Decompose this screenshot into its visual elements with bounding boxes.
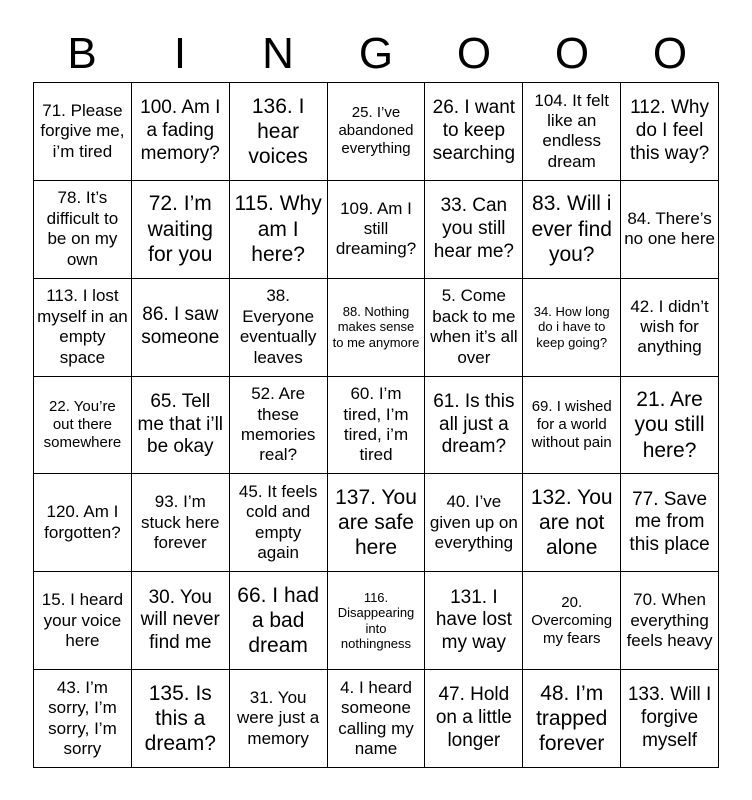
bingo-cell[interactable] xyxy=(328,377,426,475)
bingo-cell[interactable] xyxy=(230,83,328,181)
bingo-cell-text: 104. It felt like an endless dream xyxy=(534,90,610,171)
bingo-cell-text: 65. Tell me that i’ll be okay xyxy=(137,390,224,458)
bingo-cell[interactable] xyxy=(425,181,523,279)
bingo-cell[interactable] xyxy=(34,670,132,768)
bingo-cell-text: 30. You will never find me xyxy=(140,586,220,654)
bingo-cell[interactable] xyxy=(230,377,328,475)
bingo-cell-text: 26. I want to keep searching xyxy=(432,97,516,164)
bingo-cell-text: 135. Is this a dream? xyxy=(144,681,216,756)
bingo-cell[interactable] xyxy=(523,572,621,670)
bingo-cell-text: 42. I didn’t wish for anything xyxy=(630,296,709,357)
bingo-cell-text: 112. Why do I feel this way? xyxy=(629,97,710,164)
bingo-cell[interactable] xyxy=(328,83,426,181)
bingo-cell-text: 88. Nothing makes sense to me anymore xyxy=(332,303,420,350)
bingo-cell-text: 70. When everything feels heavy xyxy=(626,590,713,650)
bingo-cell[interactable] xyxy=(132,181,230,279)
bingo-cell-text: 66. I had a bad dream xyxy=(237,583,319,658)
bingo-cell-text: 45. It feels cold and empty again xyxy=(238,482,318,563)
bingo-cell[interactable] xyxy=(132,279,230,377)
bingo-cell-text: 100. Am I a fading memory? xyxy=(140,97,221,164)
bingo-cell[interactable] xyxy=(230,474,328,572)
bingo-cell-text: 71. Please forgive me, i’m tired xyxy=(40,100,125,161)
bingo-cell-text: 137. You are safe here xyxy=(335,486,417,560)
bingo-cell-text: 131. I have lost my way xyxy=(435,586,512,654)
bingo-cell-text: 34. How long do i have to keep going? xyxy=(533,303,610,350)
header-letter: O xyxy=(456,29,492,78)
bingo-cell-text: 78. It’s difficult to be on my own xyxy=(46,188,119,269)
bingo-header xyxy=(33,26,719,82)
bingo-cell[interactable] xyxy=(621,181,719,279)
bingo-cell-text: 43. I’m sorry, I’m sorry, I’m sorry xyxy=(48,677,117,758)
bingo-cell[interactable] xyxy=(523,474,621,572)
bingo-cell[interactable] xyxy=(328,279,426,377)
bingo-cell-text: 52. Are these memories real? xyxy=(240,384,316,465)
bingo-cell[interactable] xyxy=(425,474,523,572)
bingo-cell[interactable] xyxy=(328,474,426,572)
bingo-cell-text: 38. Everyone eventually leaves xyxy=(239,286,317,367)
header-letter: O xyxy=(554,29,590,78)
bingo-cell[interactable] xyxy=(328,181,426,279)
header-letter: B xyxy=(67,29,97,78)
bingo-cell[interactable] xyxy=(523,181,621,279)
bingo-cell-text: 40. I’ve given up on everything xyxy=(429,492,518,553)
bingo-cell-text: 72. I’m waiting for you xyxy=(147,192,213,266)
bingo-cell[interactable] xyxy=(132,572,230,670)
bingo-cell[interactable] xyxy=(34,377,132,475)
bingo-cell[interactable] xyxy=(34,474,132,572)
bingo-cell-text: 20. Overcoming my fears xyxy=(531,593,613,647)
bingo-cell-text: 115. Why am I here? xyxy=(234,192,322,266)
bingo-cell-text: 83. Will i ever find you? xyxy=(531,192,612,266)
bingo-cell[interactable] xyxy=(425,279,523,377)
bingo-cell[interactable] xyxy=(132,670,230,768)
bingo-cell-text: 31. You were just a memory xyxy=(237,687,320,748)
bingo-cell[interactable] xyxy=(230,181,328,279)
bingo-cell[interactable] xyxy=(523,279,621,377)
bingo-cell[interactable] xyxy=(621,474,719,572)
bingo-cell-text: 93. I’m stuck here forever xyxy=(141,492,220,553)
bingo-cell[interactable] xyxy=(328,670,426,768)
bingo-cell[interactable] xyxy=(621,670,719,768)
bingo-cell[interactable] xyxy=(230,670,328,768)
bingo-cell[interactable] xyxy=(523,377,621,475)
header-letter: O xyxy=(652,29,688,78)
bingo-cell-text: 132. You are not alone xyxy=(530,486,613,560)
bingo-cell-text: 5. Come back to me when it’s all over xyxy=(430,286,518,367)
bingo-cell[interactable] xyxy=(132,474,230,572)
bingo-cell[interactable] xyxy=(132,377,230,475)
bingo-cell[interactable] xyxy=(523,670,621,768)
bingo-cell-text: 4. I heard someone calling my name xyxy=(338,677,414,758)
bingo-cell-text: 15. I heard your voice here xyxy=(41,590,124,650)
bingo-cell[interactable] xyxy=(328,572,426,670)
bingo-cell[interactable] xyxy=(425,377,523,475)
bingo-cell[interactable] xyxy=(621,377,719,475)
bingo-cell-text: 120. Am I forgotten? xyxy=(44,502,121,542)
bingo-cell-text: 69. I wished for a world without pain xyxy=(531,397,612,451)
bingo-cell[interactable] xyxy=(230,279,328,377)
bingo-cell[interactable] xyxy=(523,83,621,181)
header-letter: G xyxy=(358,29,394,78)
bingo-cell-text: 22. You’re out there somewhere xyxy=(43,397,122,451)
bingo-cell-text: 113. I lost myself in an empty space xyxy=(37,286,128,367)
bingo-cell-text: 61. Is this all just a dream? xyxy=(433,390,515,458)
bingo-cell-text: 84. There’s no one here xyxy=(624,208,715,249)
header-letter: I xyxy=(173,29,187,78)
bingo-card-grid xyxy=(33,82,719,768)
bingo-cell[interactable] xyxy=(425,670,523,768)
bingo-cell-text: 136. I hear voices xyxy=(248,94,308,169)
bingo-cell-text: 77. Save me from this place xyxy=(629,488,710,556)
bingo-cell-text: 86. I saw someone xyxy=(141,304,220,349)
bingo-cell-text: 109. Am I still dreaming? xyxy=(335,198,417,259)
bingo-cell[interactable] xyxy=(621,572,719,670)
bingo-cell-text: 47. Hold on a little longer xyxy=(435,684,512,751)
bingo-cell[interactable] xyxy=(34,572,132,670)
bingo-cell-text: 116. Disappearing into nothingness xyxy=(337,589,415,652)
bingo-cell-text: 60. I’m tired, I’m tired, i’m tired xyxy=(343,384,409,465)
bingo-cell-text: 25. I’ve abandoned everything xyxy=(338,104,414,158)
bingo-cell[interactable] xyxy=(621,279,719,377)
bingo-cell[interactable] xyxy=(621,83,719,181)
bingo-cell[interactable] xyxy=(34,83,132,181)
bingo-cell-text: 48. I’m trapped forever xyxy=(536,681,608,756)
bingo-cell[interactable] xyxy=(425,572,523,670)
bingo-cell-text: 21. Are you still here? xyxy=(634,388,705,462)
header-letter: N xyxy=(262,29,294,78)
bingo-cell-text: 33. Can you still hear me? xyxy=(433,195,514,262)
bingo-cell[interactable] xyxy=(34,279,132,377)
bingo-cell-text: 133. Will I forgive myself xyxy=(627,684,712,751)
bingo-cell[interactable] xyxy=(425,83,523,181)
bingo-cell[interactable] xyxy=(230,572,328,670)
bingo-cell[interactable] xyxy=(34,181,132,279)
bingo-cell[interactable] xyxy=(132,83,230,181)
